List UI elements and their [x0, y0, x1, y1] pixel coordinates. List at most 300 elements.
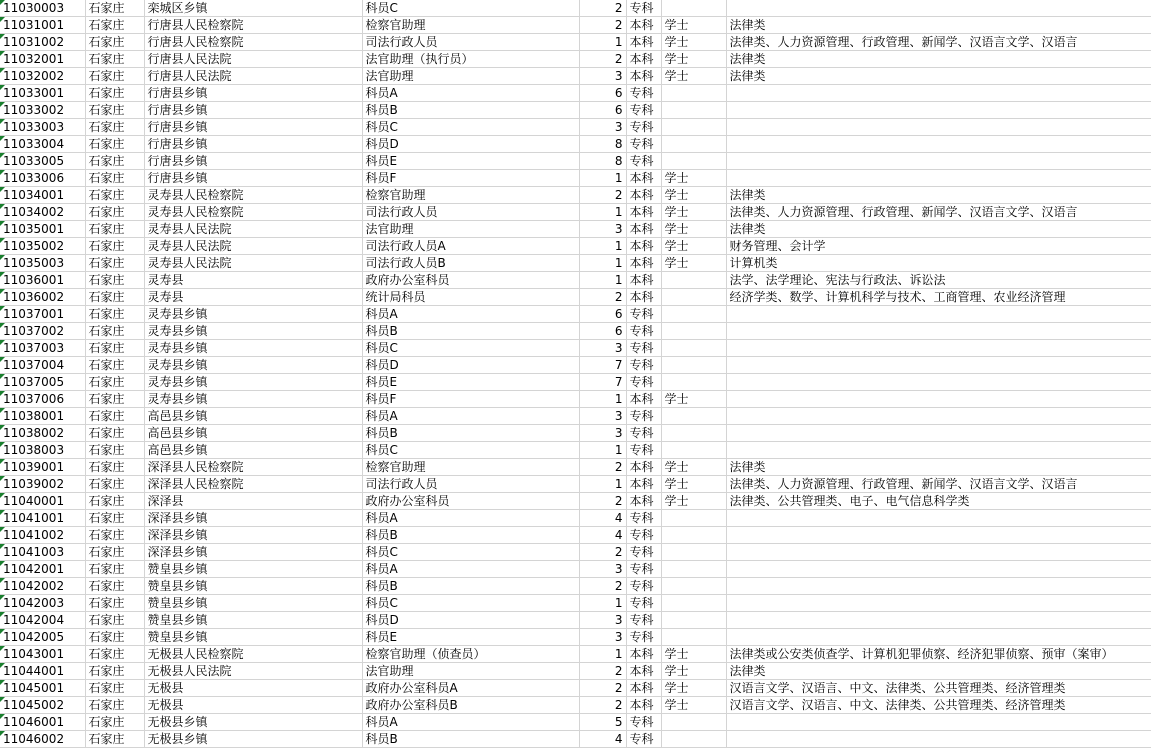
cell-city[interactable]: 石家庄	[85, 204, 144, 221]
cell-headcount[interactable]: 3	[579, 221, 626, 238]
cell-degree[interactable]	[661, 629, 726, 646]
cell-headcount[interactable]: 2	[579, 187, 626, 204]
cell-degree[interactable]: 学士	[661, 646, 726, 663]
cell-degree[interactable]: 学士	[661, 493, 726, 510]
cell-department[interactable]: 深泽县人民检察院	[144, 459, 362, 476]
cell-city[interactable]: 石家庄	[85, 17, 144, 34]
cell-job-title[interactable]: 统计局科员	[362, 289, 579, 306]
cell-department[interactable]: 灵寿县乡镇	[144, 374, 362, 391]
cell-city[interactable]: 石家庄	[85, 306, 144, 323]
cell-position-code[interactable]: 11033002	[0, 102, 85, 119]
cell-city[interactable]: 石家庄	[85, 544, 144, 561]
cell-position-code[interactable]: 11046001	[0, 714, 85, 731]
cell-headcount[interactable]: 2	[579, 0, 626, 17]
cell-job-title[interactable]: 检察官助理（侦查员）	[362, 646, 579, 663]
cell-degree[interactable]: 学士	[661, 17, 726, 34]
cell-department[interactable]: 赞皇县乡镇	[144, 561, 362, 578]
cell-department[interactable]: 行唐县人民法院	[144, 68, 362, 85]
cell-city[interactable]: 石家庄	[85, 0, 144, 17]
cell-position-code[interactable]: 11037003	[0, 340, 85, 357]
cell-city[interactable]: 石家庄	[85, 255, 144, 272]
cell-headcount[interactable]: 6	[579, 102, 626, 119]
cell-job-title[interactable]: 司法行政人员A	[362, 238, 579, 255]
cell-city[interactable]: 石家庄	[85, 34, 144, 51]
cell-city[interactable]: 石家庄	[85, 663, 144, 680]
cell-position-code[interactable]: 11037004	[0, 357, 85, 374]
cell-position-code[interactable]: 11031002	[0, 34, 85, 51]
cell-major[interactable]: 法律类	[726, 51, 1151, 68]
cell-city[interactable]: 石家庄	[85, 510, 144, 527]
cell-major[interactable]	[726, 306, 1151, 323]
cell-education[interactable]: 专科	[626, 612, 661, 629]
cell-major[interactable]	[726, 323, 1151, 340]
cell-position-code[interactable]: 11046002	[0, 731, 85, 748]
cell-city[interactable]: 石家庄	[85, 221, 144, 238]
cell-major[interactable]	[726, 561, 1151, 578]
cell-department[interactable]: 行唐县人民法院	[144, 51, 362, 68]
cell-position-code[interactable]: 11030003	[0, 0, 85, 17]
cell-major[interactable]	[726, 102, 1151, 119]
cell-department[interactable]: 无极县	[144, 697, 362, 714]
cell-headcount[interactable]: 3	[579, 340, 626, 357]
cell-education[interactable]: 本科	[626, 51, 661, 68]
cell-position-code[interactable]: 11035001	[0, 221, 85, 238]
cell-degree[interactable]: 学士	[661, 170, 726, 187]
cell-headcount[interactable]: 3	[579, 68, 626, 85]
cell-city[interactable]: 石家庄	[85, 238, 144, 255]
cell-degree[interactable]: 学士	[661, 663, 726, 680]
cell-department[interactable]: 行唐县乡镇	[144, 85, 362, 102]
cell-job-title[interactable]: 科员C	[362, 340, 579, 357]
cell-department[interactable]: 灵寿县乡镇	[144, 357, 362, 374]
cell-major[interactable]	[726, 0, 1151, 17]
cell-job-title[interactable]: 科员A	[362, 714, 579, 731]
cell-major[interactable]	[726, 612, 1151, 629]
cell-job-title[interactable]: 法官助理（执行员）	[362, 51, 579, 68]
cell-major[interactable]: 法律类	[726, 221, 1151, 238]
cell-degree[interactable]	[661, 374, 726, 391]
cell-department[interactable]: 栾城区乡镇	[144, 0, 362, 17]
cell-headcount[interactable]: 6	[579, 323, 626, 340]
cell-degree[interactable]	[661, 272, 726, 289]
cell-major[interactable]: 法律类	[726, 663, 1151, 680]
cell-department[interactable]: 深泽县乡镇	[144, 544, 362, 561]
cell-department[interactable]: 灵寿县乡镇	[144, 340, 362, 357]
cell-degree[interactable]	[661, 595, 726, 612]
cell-headcount[interactable]: 3	[579, 629, 626, 646]
cell-city[interactable]: 石家庄	[85, 391, 144, 408]
cell-headcount[interactable]: 7	[579, 374, 626, 391]
cell-degree[interactable]: 学士	[661, 476, 726, 493]
cell-position-code[interactable]: 11037005	[0, 374, 85, 391]
cell-education[interactable]: 专科	[626, 102, 661, 119]
cell-job-title[interactable]: 科员A	[362, 85, 579, 102]
cell-education[interactable]: 本科	[626, 680, 661, 697]
cell-position-code[interactable]: 11033003	[0, 119, 85, 136]
cell-department[interactable]: 无极县乡镇	[144, 731, 362, 748]
cell-education[interactable]: 本科	[626, 476, 661, 493]
cell-education[interactable]: 专科	[626, 0, 661, 17]
cell-department[interactable]: 灵寿县	[144, 289, 362, 306]
cell-job-title[interactable]: 科员E	[362, 629, 579, 646]
cell-department[interactable]: 深泽县乡镇	[144, 510, 362, 527]
cell-city[interactable]: 石家庄	[85, 731, 144, 748]
cell-education[interactable]: 专科	[626, 374, 661, 391]
cell-education[interactable]: 专科	[626, 731, 661, 748]
cell-city[interactable]: 石家庄	[85, 408, 144, 425]
cell-degree[interactable]: 学士	[661, 68, 726, 85]
cell-major[interactable]	[726, 510, 1151, 527]
cell-department[interactable]: 无极县乡镇	[144, 714, 362, 731]
cell-city[interactable]: 石家庄	[85, 323, 144, 340]
cell-position-code[interactable]: 11034001	[0, 187, 85, 204]
cell-education[interactable]: 本科	[626, 34, 661, 51]
cell-position-code[interactable]: 11033006	[0, 170, 85, 187]
cell-degree[interactable]	[661, 323, 726, 340]
cell-headcount[interactable]: 1	[579, 34, 626, 51]
cell-major[interactable]	[726, 136, 1151, 153]
cell-degree[interactable]	[661, 510, 726, 527]
cell-headcount[interactable]: 2	[579, 578, 626, 595]
cell-city[interactable]: 石家庄	[85, 119, 144, 136]
cell-job-title[interactable]: 法官助理	[362, 663, 579, 680]
cell-education[interactable]: 专科	[626, 323, 661, 340]
cell-position-code[interactable]: 11044001	[0, 663, 85, 680]
cell-job-title[interactable]: 检察官助理	[362, 459, 579, 476]
cell-city[interactable]: 石家庄	[85, 459, 144, 476]
cell-position-code[interactable]: 11038003	[0, 442, 85, 459]
cell-degree[interactable]	[661, 85, 726, 102]
cell-education[interactable]: 专科	[626, 408, 661, 425]
cell-headcount[interactable]: 1	[579, 646, 626, 663]
cell-major[interactable]: 法学、法学理论、宪法与行政法、诉讼法	[726, 272, 1151, 289]
cell-position-code[interactable]: 11033005	[0, 153, 85, 170]
cell-education[interactable]: 专科	[626, 578, 661, 595]
cell-city[interactable]: 石家庄	[85, 612, 144, 629]
cell-job-title[interactable]: 科员C	[362, 442, 579, 459]
cell-education[interactable]: 本科	[626, 68, 661, 85]
cell-education[interactable]: 专科	[626, 544, 661, 561]
cell-major[interactable]: 法律类、人力资源管理、行政管理、新闻学、汉语言文学、汉语言	[726, 34, 1151, 51]
cell-department[interactable]: 无极县	[144, 680, 362, 697]
cell-degree[interactable]: 学士	[661, 221, 726, 238]
cell-position-code[interactable]: 11042002	[0, 578, 85, 595]
cell-position-code[interactable]: 11033001	[0, 85, 85, 102]
cell-education[interactable]: 本科	[626, 187, 661, 204]
cell-education[interactable]: 专科	[626, 136, 661, 153]
cell-department[interactable]: 深泽县	[144, 493, 362, 510]
cell-job-title[interactable]: 司法行政人员	[362, 34, 579, 51]
cell-job-title[interactable]: 司法行政人员B	[362, 255, 579, 272]
cell-education[interactable]: 本科	[626, 255, 661, 272]
cell-education[interactable]: 专科	[626, 85, 661, 102]
cell-major[interactable]: 法律类、公共管理类、电子、电气信息科学类	[726, 493, 1151, 510]
cell-degree[interactable]	[661, 544, 726, 561]
cell-degree[interactable]	[661, 527, 726, 544]
cell-city[interactable]: 石家庄	[85, 595, 144, 612]
cell-major[interactable]	[726, 629, 1151, 646]
cell-headcount[interactable]: 1	[579, 238, 626, 255]
cell-education[interactable]: 本科	[626, 17, 661, 34]
cell-major[interactable]	[726, 408, 1151, 425]
cell-job-title[interactable]: 科员C	[362, 119, 579, 136]
cell-major[interactable]: 法律类、人力资源管理、行政管理、新闻学、汉语言文学、汉语言	[726, 476, 1151, 493]
cell-major[interactable]	[726, 527, 1151, 544]
cell-department[interactable]: 行唐县乡镇	[144, 102, 362, 119]
cell-education[interactable]: 专科	[626, 510, 661, 527]
cell-major[interactable]	[726, 544, 1151, 561]
cell-headcount[interactable]: 4	[579, 731, 626, 748]
cell-job-title[interactable]: 检察官助理	[362, 17, 579, 34]
cell-major[interactable]: 汉语言文学、汉语言、中文、法律类、公共管理类、经济管理类	[726, 680, 1151, 697]
cell-city[interactable]: 石家庄	[85, 357, 144, 374]
cell-degree[interactable]: 学士	[661, 51, 726, 68]
cell-department[interactable]: 高邑县乡镇	[144, 442, 362, 459]
cell-city[interactable]: 石家庄	[85, 493, 144, 510]
cell-department[interactable]: 高邑县乡镇	[144, 425, 362, 442]
cell-education[interactable]: 专科	[626, 340, 661, 357]
cell-major[interactable]: 法律类或公安类侦查学、计算机犯罪侦察、经济犯罪侦察、预审（案审）	[726, 646, 1151, 663]
cell-major[interactable]	[726, 85, 1151, 102]
cell-department[interactable]: 赞皇县乡镇	[144, 612, 362, 629]
cell-headcount[interactable]: 3	[579, 612, 626, 629]
cell-headcount[interactable]: 4	[579, 527, 626, 544]
cell-headcount[interactable]: 6	[579, 306, 626, 323]
cell-department[interactable]: 灵寿县乡镇	[144, 306, 362, 323]
cell-headcount[interactable]: 2	[579, 493, 626, 510]
cell-headcount[interactable]: 1	[579, 170, 626, 187]
cell-position-code[interactable]: 11037006	[0, 391, 85, 408]
cell-position-code[interactable]: 11040001	[0, 493, 85, 510]
cell-major[interactable]	[726, 595, 1151, 612]
cell-degree[interactable]	[661, 0, 726, 17]
cell-major[interactable]	[726, 442, 1151, 459]
cell-city[interactable]: 石家庄	[85, 680, 144, 697]
cell-position-code[interactable]: 11045002	[0, 697, 85, 714]
cell-position-code[interactable]: 11043001	[0, 646, 85, 663]
cell-city[interactable]: 石家庄	[85, 102, 144, 119]
cell-department[interactable]: 行唐县人民检察院	[144, 17, 362, 34]
cell-education[interactable]: 本科	[626, 221, 661, 238]
cell-position-code[interactable]: 11042001	[0, 561, 85, 578]
cell-job-title[interactable]: 司法行政人员	[362, 476, 579, 493]
cell-major[interactable]	[726, 374, 1151, 391]
cell-position-code[interactable]: 11032001	[0, 51, 85, 68]
cell-job-title[interactable]: 法官助理	[362, 68, 579, 85]
cell-position-code[interactable]: 11037001	[0, 306, 85, 323]
cell-city[interactable]: 石家庄	[85, 476, 144, 493]
cell-job-title[interactable]: 科员B	[362, 731, 579, 748]
cell-degree[interactable]	[661, 306, 726, 323]
cell-department[interactable]: 高邑县乡镇	[144, 408, 362, 425]
cell-headcount[interactable]: 7	[579, 357, 626, 374]
cell-headcount[interactable]: 1	[579, 272, 626, 289]
cell-city[interactable]: 石家庄	[85, 187, 144, 204]
cell-city[interactable]: 石家庄	[85, 374, 144, 391]
cell-degree[interactable]: 学士	[661, 459, 726, 476]
cell-major[interactable]	[726, 731, 1151, 748]
cell-position-code[interactable]: 11041003	[0, 544, 85, 561]
cell-degree[interactable]	[661, 578, 726, 595]
cell-position-code[interactable]: 11036002	[0, 289, 85, 306]
cell-position-code[interactable]: 11037002	[0, 323, 85, 340]
cell-education[interactable]: 本科	[626, 391, 661, 408]
cell-job-title[interactable]: 政府办公室科员	[362, 493, 579, 510]
cell-department[interactable]: 灵寿县人民法院	[144, 255, 362, 272]
cell-degree[interactable]: 学士	[661, 697, 726, 714]
cell-degree[interactable]	[661, 102, 726, 119]
cell-degree[interactable]: 学士	[661, 238, 726, 255]
cell-degree[interactable]	[661, 153, 726, 170]
cell-headcount[interactable]: 2	[579, 459, 626, 476]
cell-department[interactable]: 赞皇县乡镇	[144, 578, 362, 595]
cell-education[interactable]: 专科	[626, 714, 661, 731]
cell-job-title[interactable]: 科员E	[362, 374, 579, 391]
cell-city[interactable]: 石家庄	[85, 646, 144, 663]
cell-headcount[interactable]: 1	[579, 255, 626, 272]
cell-job-title[interactable]: 科员A	[362, 561, 579, 578]
cell-degree[interactable]	[661, 119, 726, 136]
cell-job-title[interactable]: 检察官助理	[362, 187, 579, 204]
cell-position-code[interactable]: 11035002	[0, 238, 85, 255]
cell-job-title[interactable]: 法官助理	[362, 221, 579, 238]
cell-degree[interactable]: 学士	[661, 680, 726, 697]
cell-position-code[interactable]: 11034002	[0, 204, 85, 221]
cell-headcount[interactable]: 2	[579, 697, 626, 714]
cell-department[interactable]: 深泽县乡镇	[144, 527, 362, 544]
cell-job-title[interactable]: 科员C	[362, 595, 579, 612]
cell-position-code[interactable]: 11041002	[0, 527, 85, 544]
cell-headcount[interactable]: 6	[579, 85, 626, 102]
cell-job-title[interactable]: 科员B	[362, 323, 579, 340]
cell-headcount[interactable]: 1	[579, 204, 626, 221]
cell-job-title[interactable]: 政府办公室科员A	[362, 680, 579, 697]
cell-job-title[interactable]: 科员C	[362, 0, 579, 17]
cell-degree[interactable]	[661, 612, 726, 629]
cell-headcount[interactable]: 1	[579, 595, 626, 612]
cell-headcount[interactable]: 3	[579, 561, 626, 578]
cell-degree[interactable]	[661, 731, 726, 748]
cell-degree[interactable]: 学士	[661, 391, 726, 408]
cell-education[interactable]: 本科	[626, 663, 661, 680]
cell-city[interactable]: 石家庄	[85, 170, 144, 187]
cell-education[interactable]: 本科	[626, 493, 661, 510]
cell-city[interactable]: 石家庄	[85, 578, 144, 595]
cell-major[interactable]	[726, 170, 1151, 187]
cell-headcount[interactable]: 4	[579, 510, 626, 527]
cell-degree[interactable]	[661, 289, 726, 306]
cell-city[interactable]: 石家庄	[85, 85, 144, 102]
cell-major[interactable]: 财务管理、会计学	[726, 238, 1151, 255]
cell-city[interactable]: 石家庄	[85, 272, 144, 289]
cell-major[interactable]	[726, 357, 1151, 374]
cell-headcount[interactable]: 3	[579, 119, 626, 136]
cell-city[interactable]: 石家庄	[85, 697, 144, 714]
cell-job-title[interactable]: 科员A	[362, 306, 579, 323]
cell-headcount[interactable]: 2	[579, 289, 626, 306]
cell-city[interactable]: 石家庄	[85, 136, 144, 153]
cell-education[interactable]: 本科	[626, 459, 661, 476]
cell-department[interactable]: 灵寿县人民法院	[144, 238, 362, 255]
cell-city[interactable]: 石家庄	[85, 442, 144, 459]
cell-position-code[interactable]: 11042005	[0, 629, 85, 646]
cell-education[interactable]: 本科	[626, 646, 661, 663]
cell-major[interactable]	[726, 119, 1151, 136]
cell-job-title[interactable]: 科员B	[362, 102, 579, 119]
cell-major[interactable]: 法律类	[726, 17, 1151, 34]
cell-job-title[interactable]: 科员A	[362, 510, 579, 527]
cell-city[interactable]: 石家庄	[85, 153, 144, 170]
cell-position-code[interactable]: 11033004	[0, 136, 85, 153]
cell-department[interactable]: 灵寿县人民检察院	[144, 187, 362, 204]
cell-department[interactable]: 灵寿县人民法院	[144, 221, 362, 238]
cell-education[interactable]: 本科	[626, 170, 661, 187]
cell-degree[interactable]: 学士	[661, 187, 726, 204]
cell-headcount[interactable]: 2	[579, 17, 626, 34]
cell-degree[interactable]	[661, 408, 726, 425]
cell-education[interactable]: 专科	[626, 442, 661, 459]
cell-city[interactable]: 石家庄	[85, 629, 144, 646]
cell-department[interactable]: 灵寿县乡镇	[144, 323, 362, 340]
cell-major[interactable]: 计算机类	[726, 255, 1151, 272]
cell-major[interactable]	[726, 425, 1151, 442]
cell-education[interactable]: 专科	[626, 153, 661, 170]
cell-headcount[interactable]: 2	[579, 544, 626, 561]
cell-job-title[interactable]: 科员F	[362, 170, 579, 187]
cell-job-title[interactable]: 科员B	[362, 425, 579, 442]
cell-degree[interactable]	[661, 425, 726, 442]
cell-headcount[interactable]: 1	[579, 391, 626, 408]
cell-department[interactable]: 无极县人民法院	[144, 663, 362, 680]
cell-job-title[interactable]: 科员D	[362, 136, 579, 153]
cell-job-title[interactable]: 科员A	[362, 408, 579, 425]
cell-degree[interactable]: 学士	[661, 34, 726, 51]
cell-headcount[interactable]: 3	[579, 408, 626, 425]
cell-major[interactable]	[726, 340, 1151, 357]
cell-degree[interactable]	[661, 442, 726, 459]
cell-headcount[interactable]: 2	[579, 663, 626, 680]
cell-department[interactable]: 赞皇县乡镇	[144, 595, 362, 612]
cell-headcount[interactable]: 3	[579, 425, 626, 442]
cell-major[interactable]: 法律类	[726, 68, 1151, 85]
cell-job-title[interactable]: 科员C	[362, 544, 579, 561]
cell-major[interactable]: 法律类、人力资源管理、行政管理、新闻学、汉语言文学、汉语言	[726, 204, 1151, 221]
cell-department[interactable]: 行唐县人民检察院	[144, 34, 362, 51]
cell-degree[interactable]	[661, 340, 726, 357]
cell-job-title[interactable]: 科员F	[362, 391, 579, 408]
cell-job-title[interactable]: 科员B	[362, 578, 579, 595]
cell-city[interactable]: 石家庄	[85, 527, 144, 544]
cell-major[interactable]: 法律类	[726, 187, 1151, 204]
cell-department[interactable]: 行唐县乡镇	[144, 119, 362, 136]
cell-job-title[interactable]: 科员B	[362, 527, 579, 544]
cell-major[interactable]	[726, 153, 1151, 170]
cell-education[interactable]: 专科	[626, 561, 661, 578]
cell-city[interactable]: 石家庄	[85, 561, 144, 578]
cell-position-code[interactable]: 11041001	[0, 510, 85, 527]
cell-major[interactable]	[726, 714, 1151, 731]
cell-education[interactable]: 本科	[626, 204, 661, 221]
cell-degree[interactable]: 学士	[661, 255, 726, 272]
cell-major[interactable]: 汉语言文学、汉语言、中文、法律类、公共管理类、经济管理类	[726, 697, 1151, 714]
cell-headcount[interactable]: 1	[579, 476, 626, 493]
cell-major[interactable]: 经济学类、数学、计算机科学与技术、工商管理、农业经济管理	[726, 289, 1151, 306]
cell-major[interactable]	[726, 391, 1151, 408]
cell-department[interactable]: 行唐县乡镇	[144, 170, 362, 187]
cell-headcount[interactable]: 5	[579, 714, 626, 731]
cell-job-title[interactable]: 司法行政人员	[362, 204, 579, 221]
cell-degree[interactable]: 学士	[661, 204, 726, 221]
